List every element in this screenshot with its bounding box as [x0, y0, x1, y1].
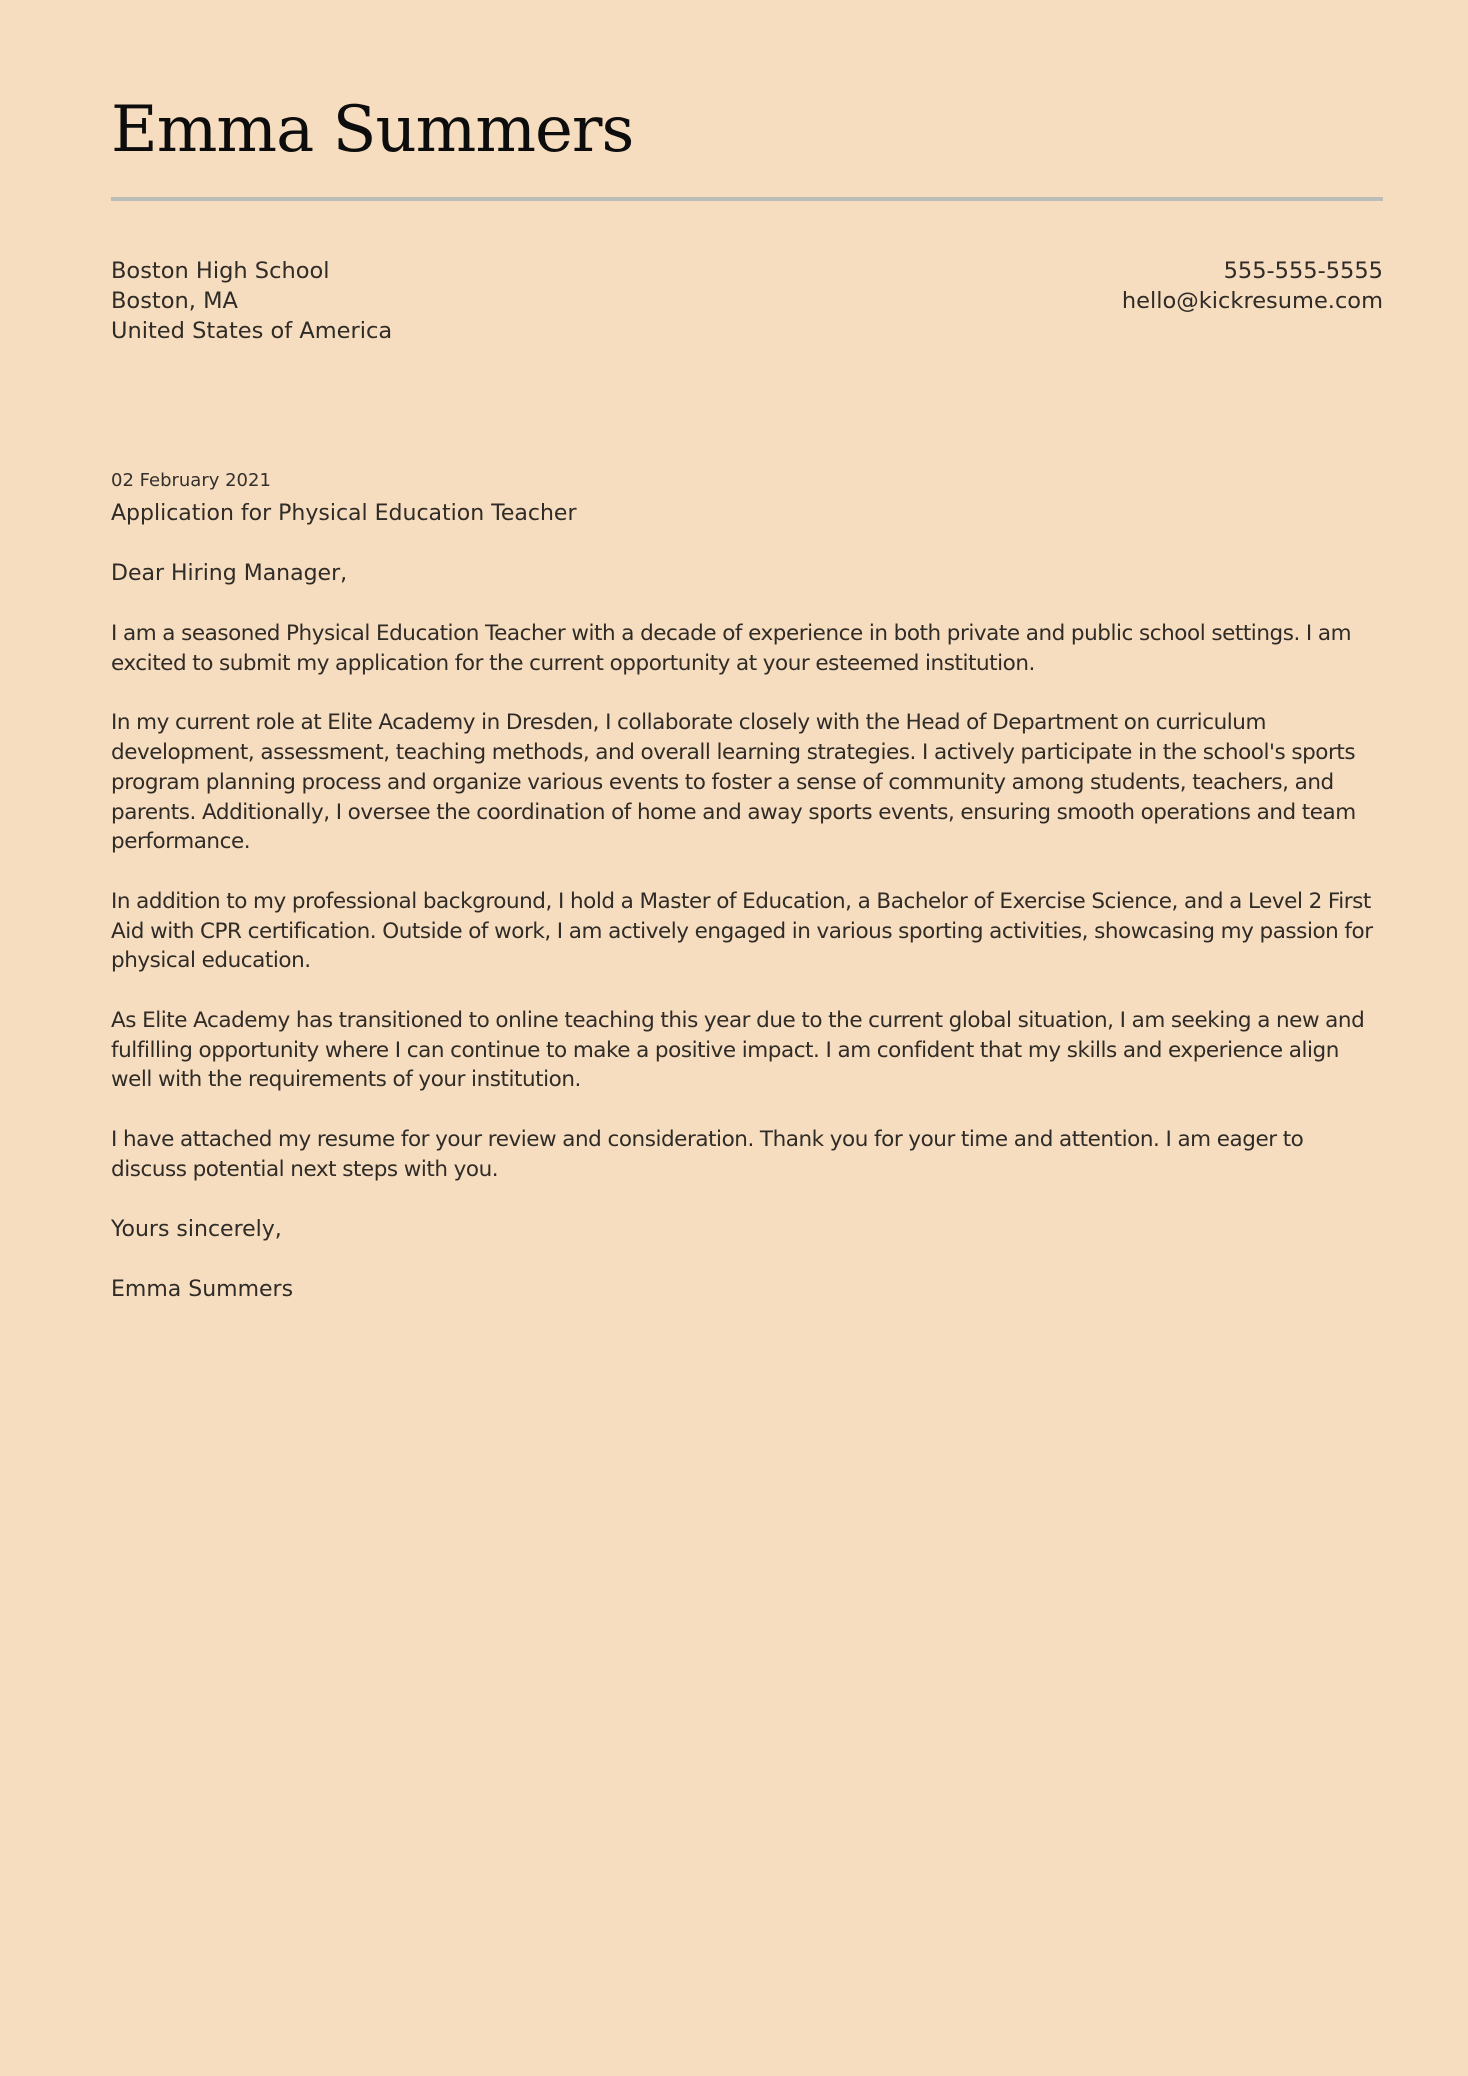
letter-subject: Application for Physical Education Teacher [111, 501, 577, 526]
letter-signature: Emma Summers [111, 1276, 294, 1302]
letter-paragraph-4: As Elite Academy has transitioned to online teaching this year due to the current global situation, I am seeking a new and fulfilling opportunity where I can continue to make a positive impact. I am confident that my skills and experience align well with the requirements of your institution. [111, 1008, 1365, 1093]
letter-paragraph-3: In addition to my professional background, I hold a Master of Education, a Bachelor of Exercise Science, and a Level 2 First Aid with CPR certification. Outside of work, I am actively engaged in various sporting activities, showcasing my passion for physical education. [111, 888, 1373, 974]
letter-paragraph-5: I have attached my resume for your review and consideration. Thank you for your time and attention. I am eager to discuss potential next steps with you. [111, 1127, 1304, 1182]
letter-paragraph-2: In my current role at Elite Academy in Dresden, I collaborate closely with the Head of Department on curriculum development, assessment, teaching methods, and overall learning strategies. I actively participate in the school's sports program planning process and organize various events to foster a sense of community among students, teachers, and parents. Additionally, I oversee the coordination of home and away sports events, ensuring smooth operations and team performance. [111, 710, 1356, 855]
applicant-name: Emma Summers [111, 93, 634, 167]
recipient-address [111, 256, 392, 346]
applicant-contact [1122, 256, 1383, 346]
letter-closing: Yours sincerely, [111, 1216, 282, 1242]
letter-date: 02 February 2021 [111, 470, 271, 491]
recipient-organization: Boston High School [111, 258, 330, 284]
email-address: hello@kickresume.com [1121, 288, 1383, 314]
phone-number: 555-555-5555 [1223, 258, 1383, 284]
address-contact-row [111, 256, 1383, 346]
recipient-country: United States of America [111, 318, 393, 344]
letter-paragraph-1: I am a seasoned Physical Education Teacher with a decade of experience in both private and public school settings. I am excited to submit my application for the current opportunity at your esteemed institution. [111, 621, 1352, 676]
letter-greeting: Dear Hiring Manager, [111, 561, 348, 586]
header-divider [111, 197, 1383, 201]
recipient-city: Boston, MA [111, 288, 238, 314]
